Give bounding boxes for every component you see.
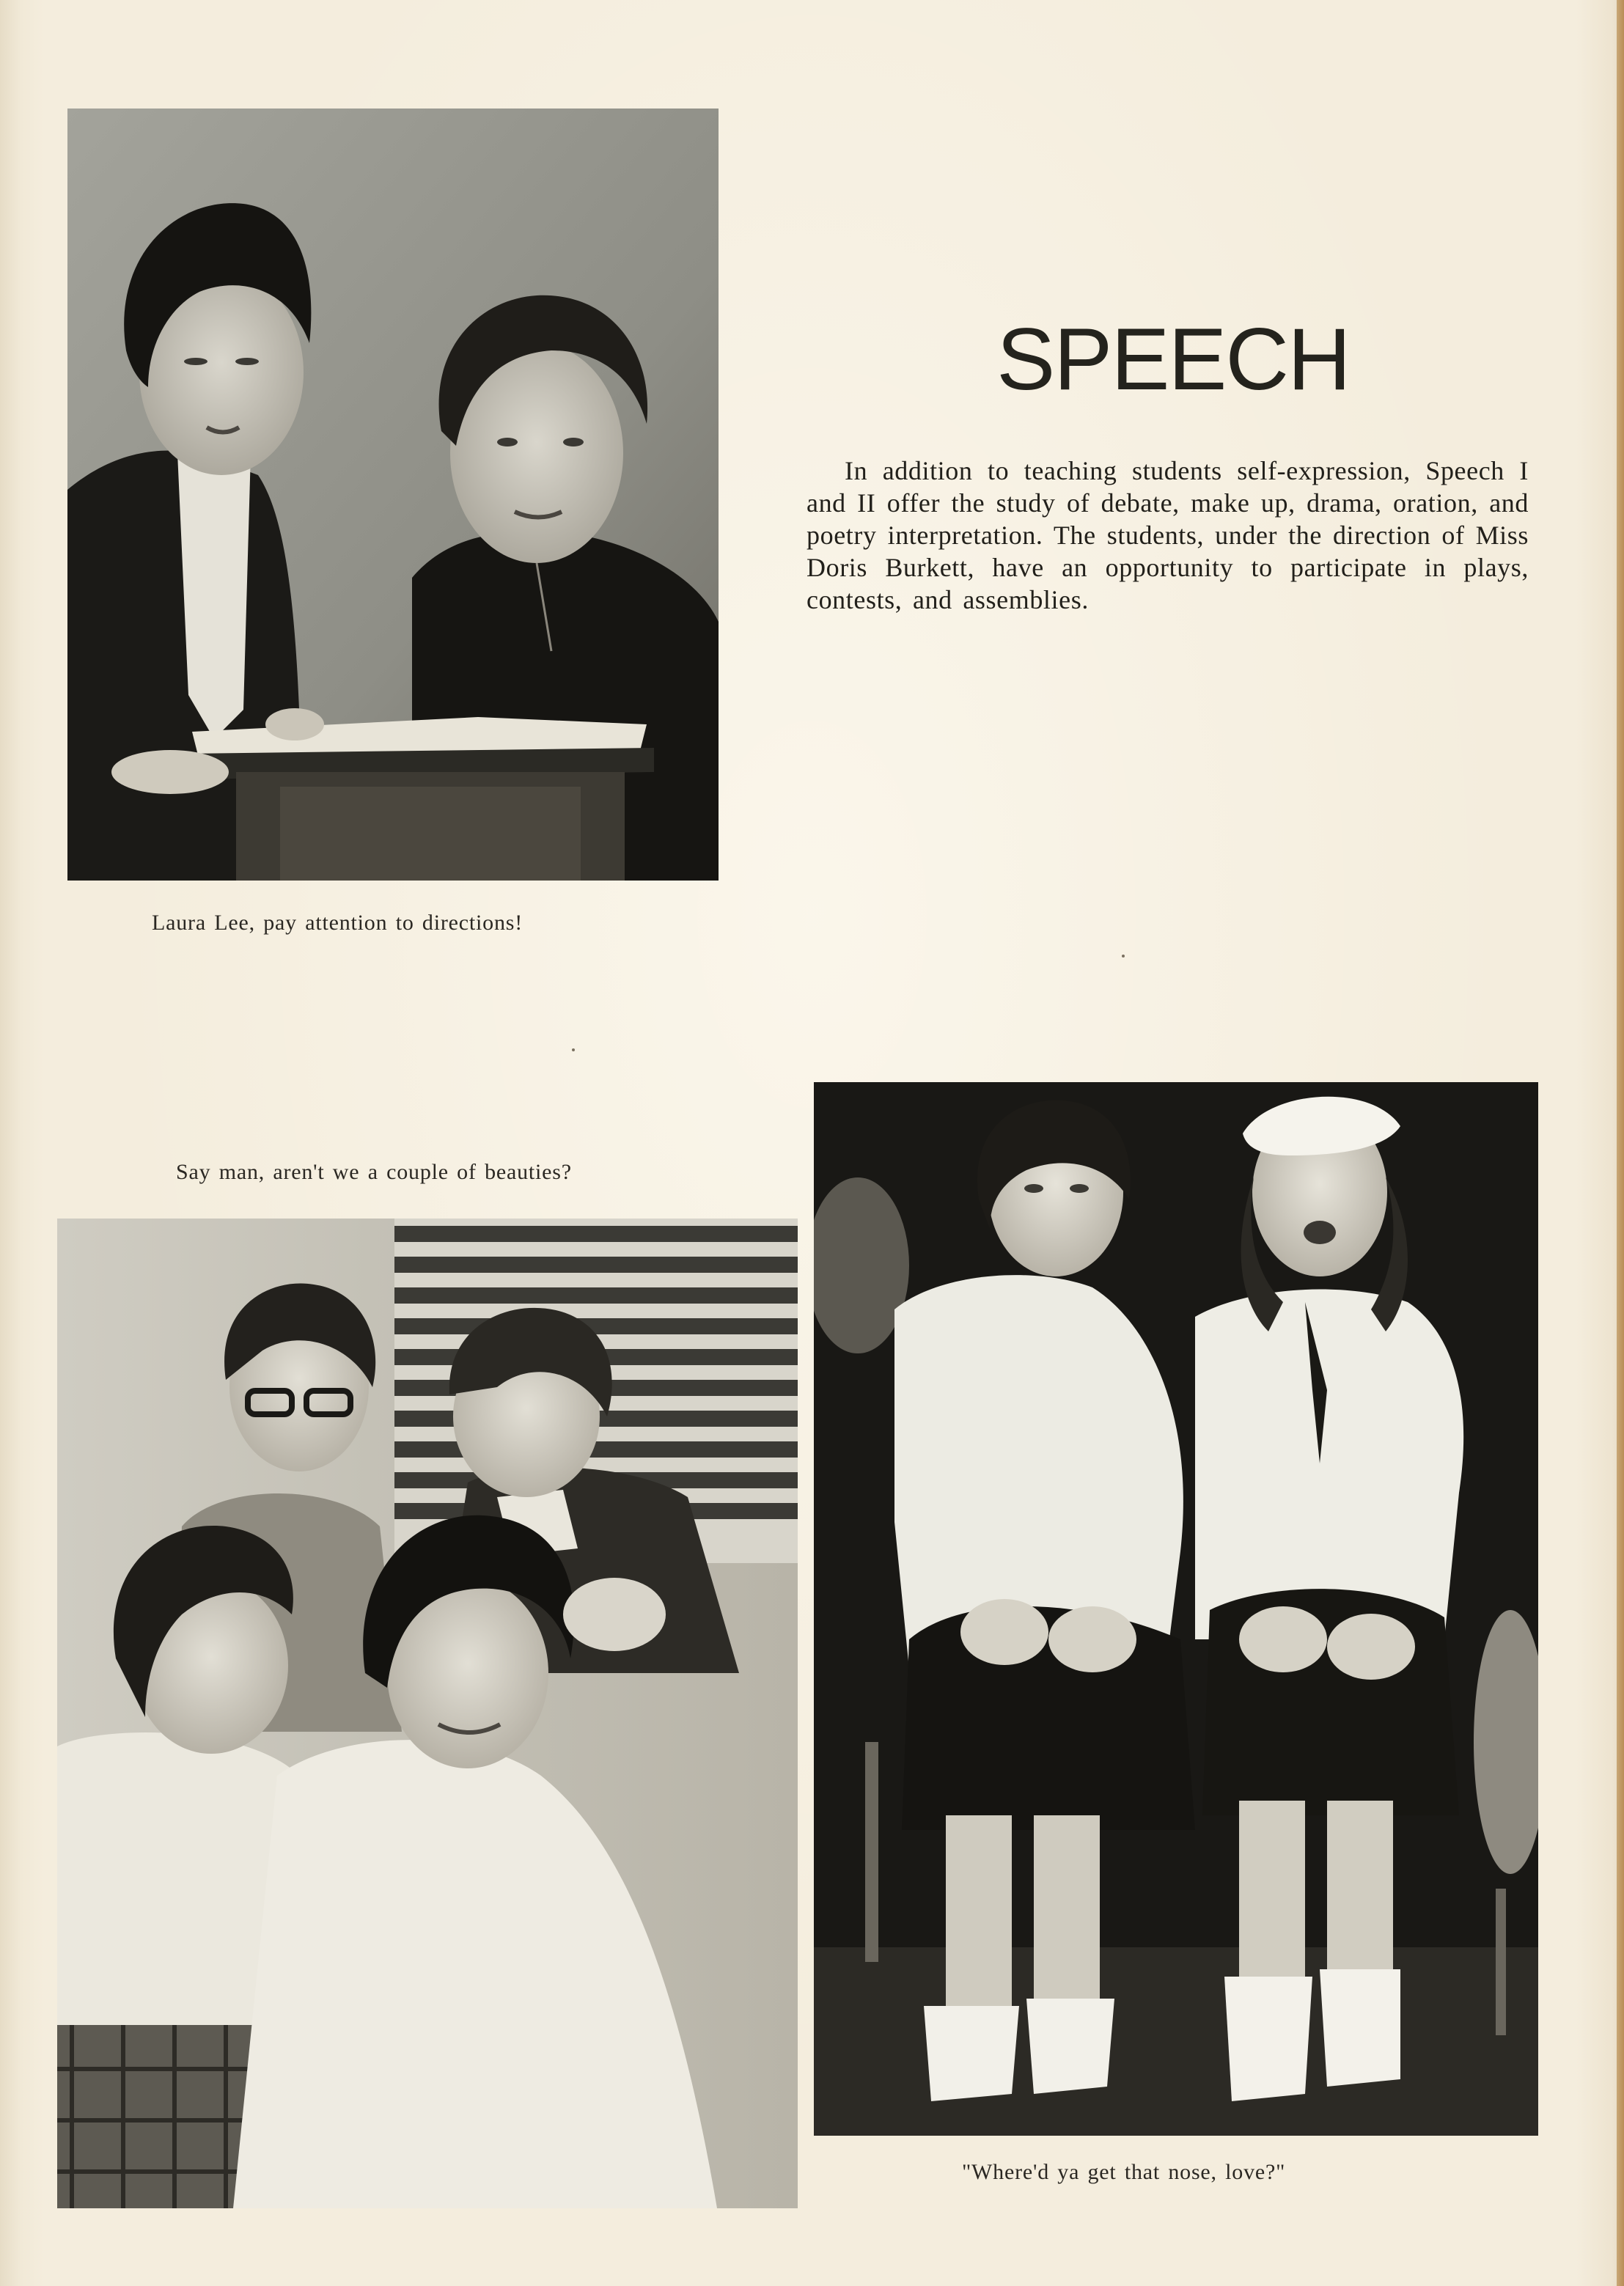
stage-photo-caption: "Where'd ya get that nose, love?" — [962, 2160, 1286, 2184]
makeup-photo — [57, 1219, 798, 2208]
paper-speck — [1122, 955, 1125, 958]
page-binding-edge — [1617, 0, 1624, 2286]
section-description: In addition to teaching students self-expression, Speech I and II offer the study of debate, make up, drama, oration, and poetry interpretation. The students, under the direction of Miss Doris Burkett, have an opportunity to participate in plays, contests, and assemblies. — [807, 456, 1529, 614]
lectern-photo — [67, 109, 719, 881]
page-title: SPEECH — [996, 310, 1350, 408]
stage-photo — [814, 1082, 1538, 2136]
paper-speck — [572, 1048, 575, 1051]
hair-photo-caption: Say man, aren't we a couple of beauties? — [176, 1160, 572, 1184]
lectern-photo-caption: Laura Lee, pay attention to directions! — [152, 911, 523, 935]
